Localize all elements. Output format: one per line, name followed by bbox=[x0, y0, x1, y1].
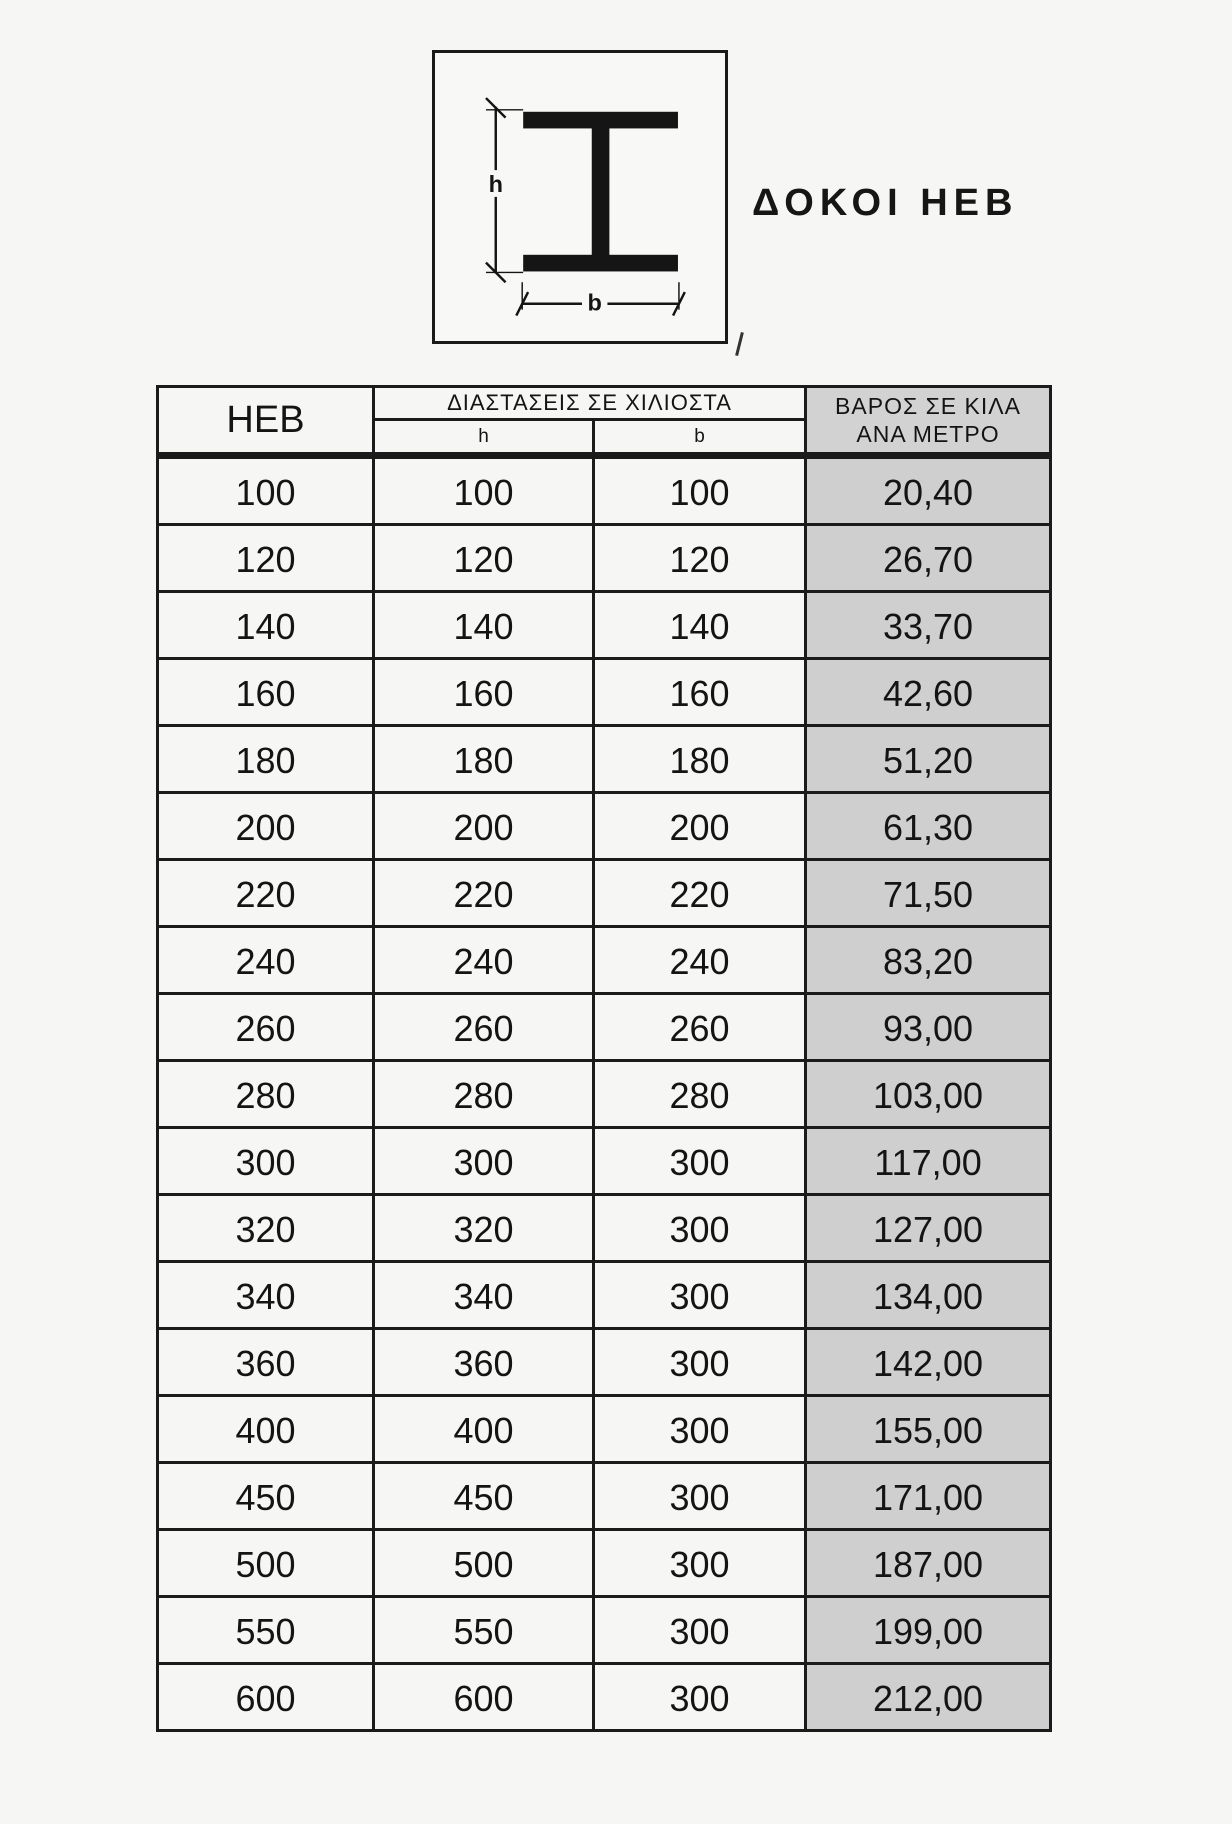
header-h: h bbox=[374, 420, 594, 456]
cell-weight: 127,00 bbox=[806, 1195, 1051, 1262]
table-row bbox=[158, 592, 1051, 659]
cell-h: 280 bbox=[374, 1061, 594, 1128]
cell-h: 360 bbox=[374, 1329, 594, 1396]
cell-code: 500 bbox=[158, 1530, 374, 1597]
cell-h: 240 bbox=[374, 927, 594, 994]
table-row bbox=[158, 927, 1051, 994]
table-row bbox=[158, 1262, 1051, 1329]
cell-h: 550 bbox=[374, 1597, 594, 1664]
cell-code: 340 bbox=[158, 1262, 374, 1329]
cell-code: 160 bbox=[158, 659, 374, 726]
cell-weight: 33,70 bbox=[806, 592, 1051, 659]
cell-code: 220 bbox=[158, 860, 374, 927]
cell-b: 260 bbox=[594, 994, 806, 1061]
page-title: ΔΟΚΟΙ ΗΕΒ bbox=[752, 182, 1019, 224]
cell-b: 100 bbox=[594, 456, 806, 525]
height-label: h bbox=[488, 171, 503, 198]
table-row bbox=[158, 1597, 1051, 1664]
cell-code: 320 bbox=[158, 1195, 374, 1262]
cell-weight: 117,00 bbox=[806, 1128, 1051, 1195]
cell-h: 600 bbox=[374, 1664, 594, 1731]
cell-h: 180 bbox=[374, 726, 594, 793]
cell-b: 300 bbox=[594, 1463, 806, 1530]
cell-b: 240 bbox=[594, 927, 806, 994]
cell-b: 220 bbox=[594, 860, 806, 927]
cell-code: 140 bbox=[158, 592, 374, 659]
cell-b: 300 bbox=[594, 1128, 806, 1195]
cell-weight: 93,00 bbox=[806, 994, 1051, 1061]
table-row bbox=[158, 1128, 1051, 1195]
table-row bbox=[158, 1463, 1051, 1530]
cell-code: 550 bbox=[158, 1597, 374, 1664]
cell-b: 280 bbox=[594, 1061, 806, 1128]
cell-code: 240 bbox=[158, 927, 374, 994]
table-row bbox=[158, 1195, 1051, 1262]
cell-weight: 51,20 bbox=[806, 726, 1051, 793]
cell-b: 300 bbox=[594, 1530, 806, 1597]
cell-h: 100 bbox=[374, 456, 594, 525]
cell-weight: 83,20 bbox=[806, 927, 1051, 994]
cell-h: 400 bbox=[374, 1396, 594, 1463]
cell-weight: 71,50 bbox=[806, 860, 1051, 927]
cell-weight: 212,00 bbox=[806, 1664, 1051, 1731]
table-row bbox=[158, 1061, 1051, 1128]
cell-b: 300 bbox=[594, 1329, 806, 1396]
table-row bbox=[158, 1329, 1051, 1396]
cell-h: 140 bbox=[374, 592, 594, 659]
cell-b: 300 bbox=[594, 1597, 806, 1664]
beam-cross-section-diagram bbox=[432, 50, 728, 344]
cell-b: 300 bbox=[594, 1262, 806, 1329]
table-row bbox=[158, 1396, 1051, 1463]
cell-code: 120 bbox=[158, 525, 374, 592]
table-row bbox=[158, 860, 1051, 927]
cell-code: 200 bbox=[158, 793, 374, 860]
table-row bbox=[158, 1530, 1051, 1597]
cell-code: 450 bbox=[158, 1463, 374, 1530]
cell-b: 300 bbox=[594, 1195, 806, 1262]
header-dimensions: ΔΙΑΣΤΑΣΕΙΣ ΣΕ ΧΙΛΙΟΣΤΑ bbox=[374, 387, 806, 420]
cell-weight: 103,00 bbox=[806, 1061, 1051, 1128]
cell-code: 260 bbox=[158, 994, 374, 1061]
table-row bbox=[158, 994, 1051, 1061]
table-row bbox=[158, 793, 1051, 860]
header-weight-line2: ΑΝΑ ΜΕΤΡΟ bbox=[856, 421, 1000, 447]
cell-b: 160 bbox=[594, 659, 806, 726]
cell-code: 180 bbox=[158, 726, 374, 793]
cell-weight: 155,00 bbox=[806, 1396, 1051, 1463]
header-weight-line1: ΒΑΡΟΣ ΣΕ ΚΙΛΑ bbox=[835, 393, 1021, 419]
stray-pen-mark bbox=[735, 332, 744, 356]
bottom-flange bbox=[523, 255, 678, 272]
header-code: HEB bbox=[158, 387, 374, 456]
cell-weight: 142,00 bbox=[806, 1329, 1051, 1396]
table-row bbox=[158, 456, 1051, 525]
i-beam-icon bbox=[435, 53, 725, 341]
cell-h: 320 bbox=[374, 1195, 594, 1262]
cell-weight: 134,00 bbox=[806, 1262, 1051, 1329]
cell-b: 140 bbox=[594, 592, 806, 659]
web bbox=[592, 122, 610, 269]
header-weight bbox=[806, 387, 1051, 456]
cell-code: 100 bbox=[158, 456, 374, 525]
table-row bbox=[158, 525, 1051, 592]
table-row bbox=[158, 1664, 1051, 1731]
cell-h: 300 bbox=[374, 1128, 594, 1195]
cell-b: 300 bbox=[594, 1664, 806, 1731]
cell-code: 300 bbox=[158, 1128, 374, 1195]
table-row bbox=[158, 726, 1051, 793]
cell-h: 160 bbox=[374, 659, 594, 726]
cell-h: 120 bbox=[374, 525, 594, 592]
cell-h: 220 bbox=[374, 860, 594, 927]
cell-b: 120 bbox=[594, 525, 806, 592]
cell-weight: 26,70 bbox=[806, 525, 1051, 592]
cell-h: 260 bbox=[374, 994, 594, 1061]
heb-beam-table bbox=[156, 385, 1052, 1732]
cell-h: 200 bbox=[374, 793, 594, 860]
header-b: b bbox=[594, 420, 806, 456]
table-row bbox=[158, 659, 1051, 726]
cell-b: 200 bbox=[594, 793, 806, 860]
cell-weight: 42,60 bbox=[806, 659, 1051, 726]
cell-h: 340 bbox=[374, 1262, 594, 1329]
cell-code: 600 bbox=[158, 1664, 374, 1731]
cell-b: 180 bbox=[594, 726, 806, 793]
cell-weight: 187,00 bbox=[806, 1530, 1051, 1597]
width-label: b bbox=[587, 289, 602, 316]
table-header bbox=[158, 387, 1051, 456]
cell-h: 450 bbox=[374, 1463, 594, 1530]
cell-h: 500 bbox=[374, 1530, 594, 1597]
cell-weight: 61,30 bbox=[806, 793, 1051, 860]
cell-weight: 171,00 bbox=[806, 1463, 1051, 1530]
cell-code: 360 bbox=[158, 1329, 374, 1396]
cell-weight: 199,00 bbox=[806, 1597, 1051, 1664]
cell-weight: 20,40 bbox=[806, 456, 1051, 525]
cell-code: 400 bbox=[158, 1396, 374, 1463]
table-body bbox=[158, 456, 1051, 1731]
cell-b: 300 bbox=[594, 1396, 806, 1463]
cell-code: 280 bbox=[158, 1061, 374, 1128]
